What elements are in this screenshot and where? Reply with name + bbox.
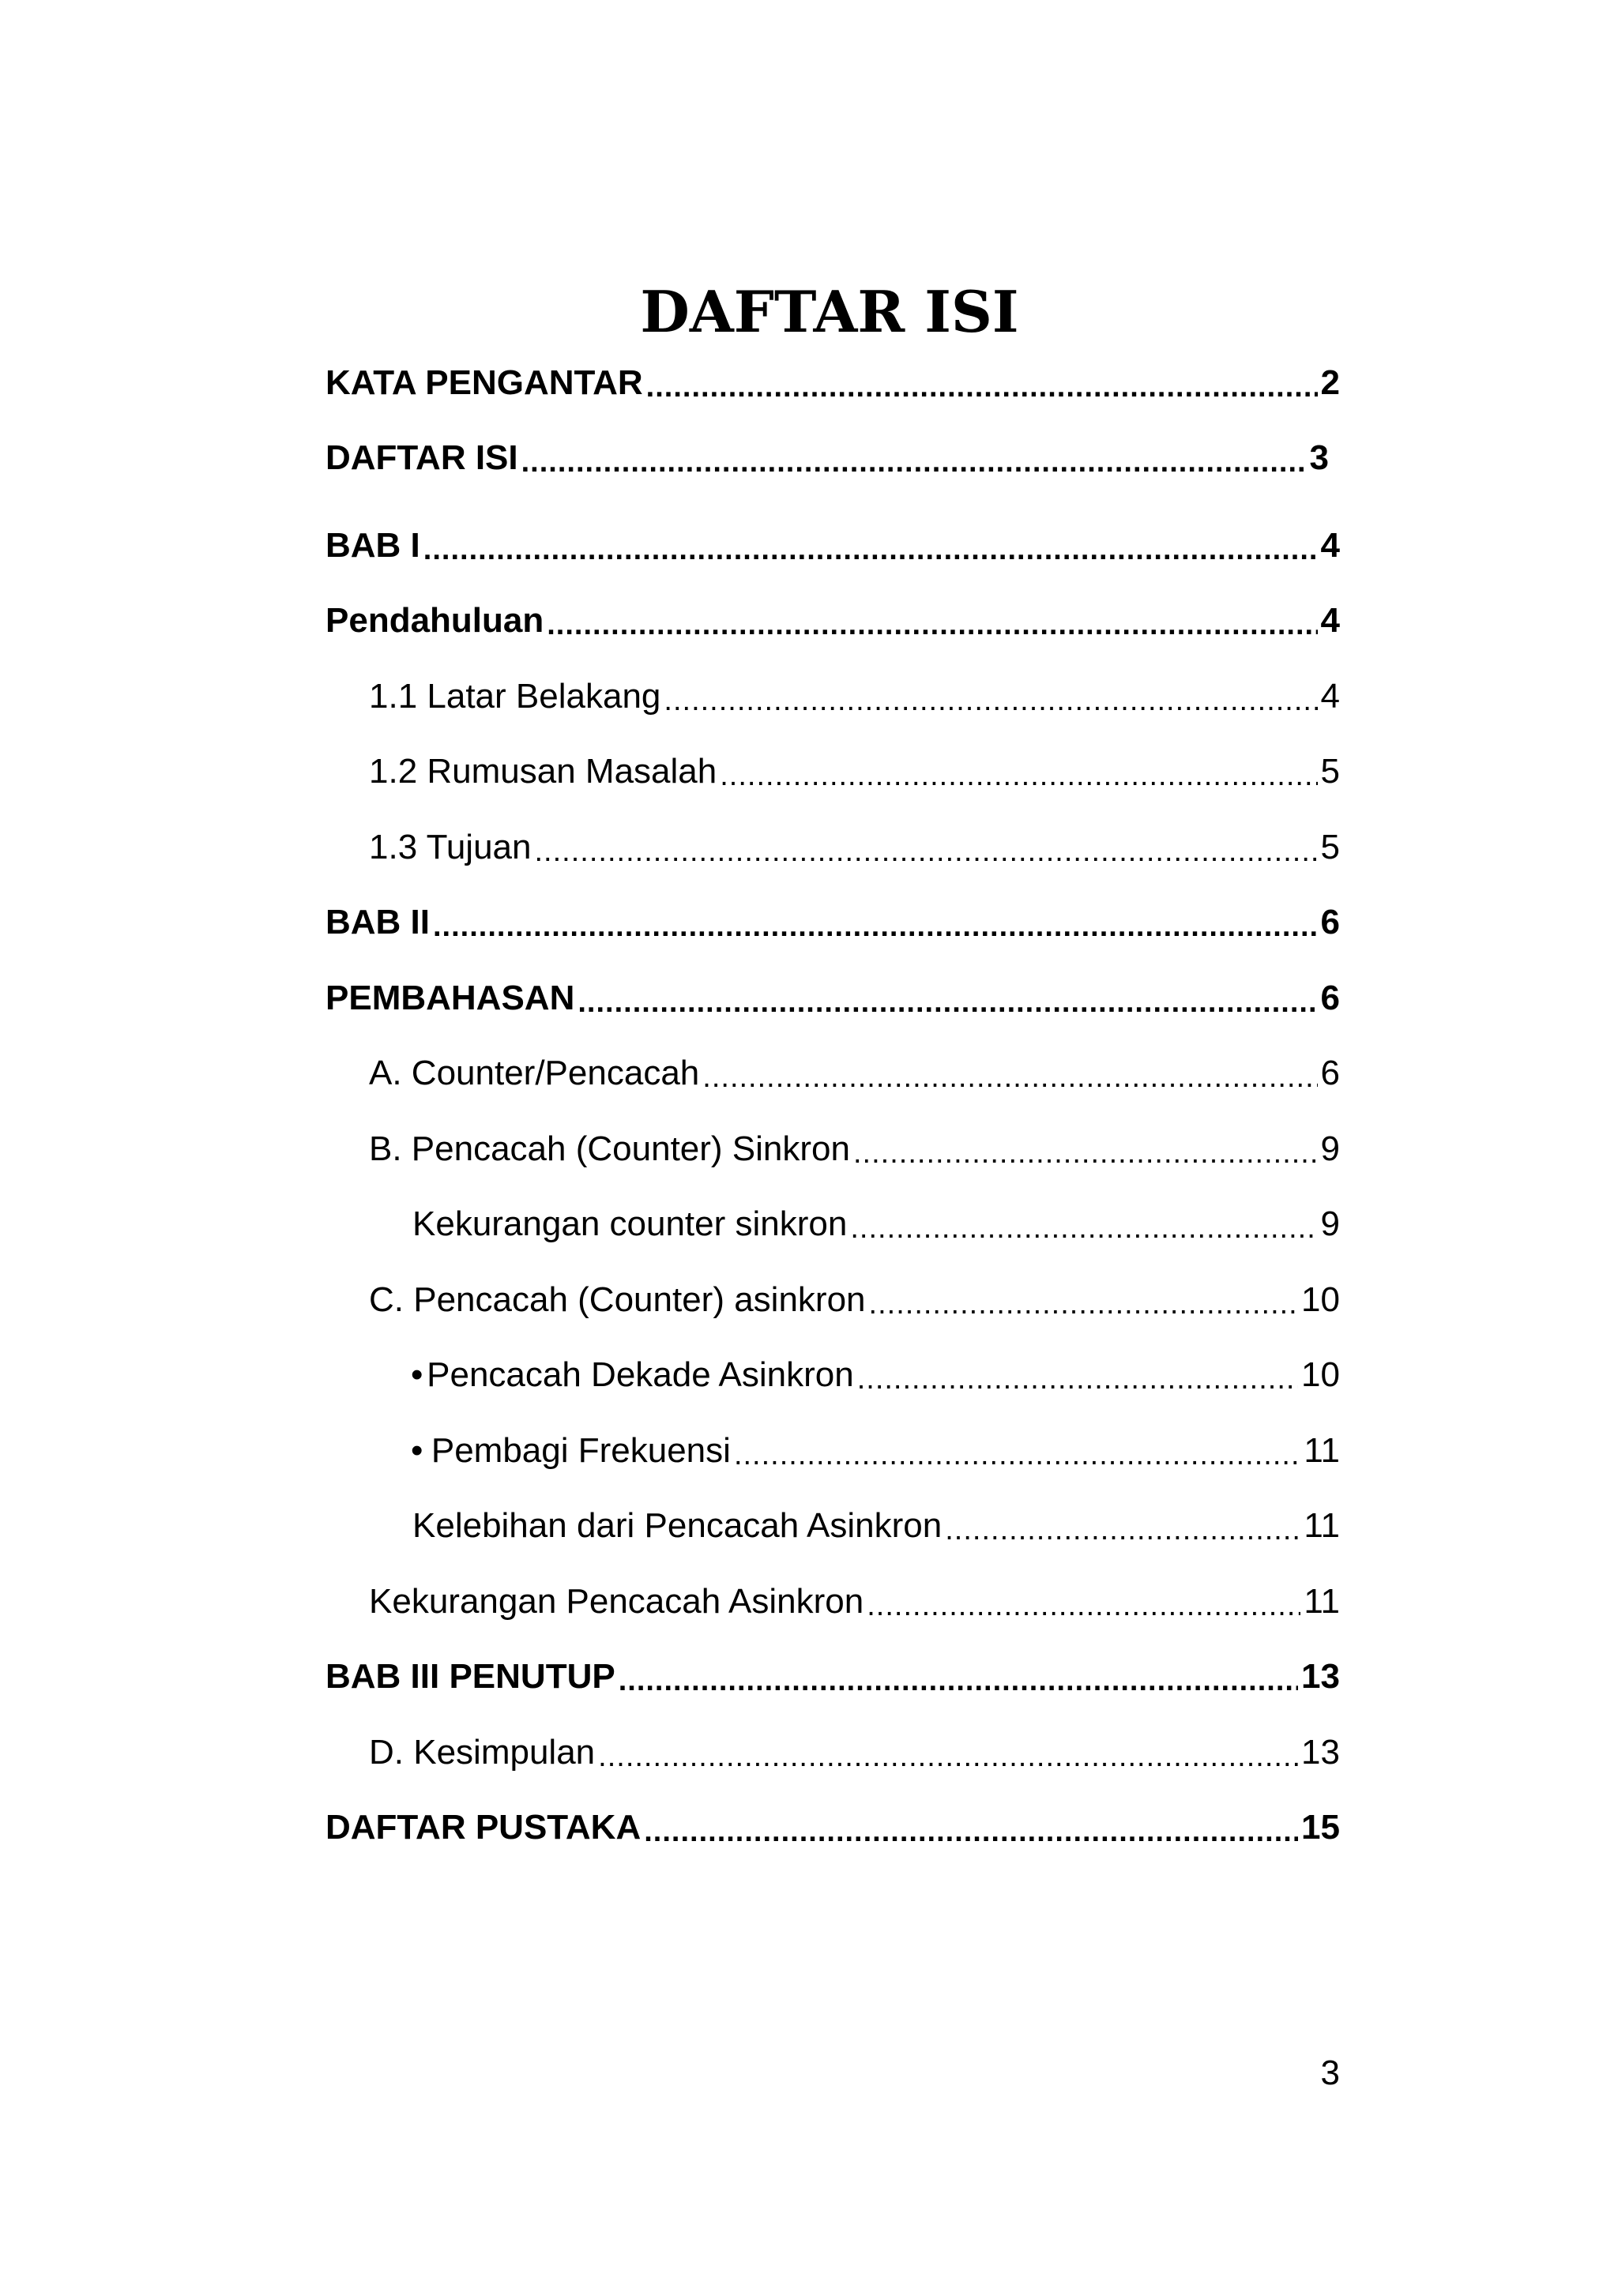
toc-entry-kata-pengantar[interactable] [325, 345, 1340, 421]
toc-entry-label: 1.3 Tujuan [369, 827, 532, 866]
toc-entry-label: 1.2 Rumusan Masalah [369, 752, 717, 791]
toc-entry-label: A. Counter/Pencacah [369, 1054, 700, 1093]
dot-leader [720, 761, 1317, 810]
toc-entry-label: Pencacah Dekade Asinkron [427, 1355, 854, 1395]
dot-leader [547, 610, 1317, 659]
toc-entry-page: 6 [1320, 978, 1340, 1017]
page-title: DAFTAR ISI [640, 278, 1019, 345]
dot-leader [702, 1062, 1317, 1111]
dot-leader [598, 1742, 1298, 1791]
toc-entry-label: D. Kesimpulan [369, 1732, 596, 1772]
toc-entry-label: DAFTAR ISI [325, 438, 518, 478]
toc-entry-page: 11 [1304, 1581, 1340, 1621]
toc-entry-latar-belakang[interactable] [325, 659, 1340, 735]
toc-entry-page: 6 [1320, 903, 1340, 942]
toc-entry-tujuan[interactable] [325, 810, 1340, 885]
toc-entry-page: 9 [1320, 1204, 1340, 1244]
dot-leader [850, 1213, 1317, 1262]
toc-entry-daftar-isi[interactable] [325, 421, 1329, 497]
toc-entry-label: PEMBAHASAN [325, 978, 575, 1017]
toc-entry-kelebihan-pencacah-asinkron[interactable] [325, 1489, 1340, 1565]
toc-entry-label: KATA PENGANTAR [325, 363, 643, 402]
toc-entry-pencacah-sinkron[interactable] [325, 1111, 1340, 1187]
dot-leader [867, 1591, 1300, 1640]
toc-entry-label: B. Pencacah (Counter) Sinkron [369, 1129, 850, 1168]
toc-entry-label: Kekurangan counter sinkron [412, 1204, 848, 1244]
toc-entry-label: 1.1 Latar Belakang [369, 676, 661, 716]
toc-entry-pendahuluan[interactable] [325, 584, 1340, 659]
bullet-icon: • [411, 1430, 423, 1470]
dot-leader [664, 686, 1317, 735]
toc-entry-kesimpulan[interactable] [325, 1715, 1340, 1791]
dot-leader [857, 1364, 1298, 1413]
dot-leader [521, 447, 1307, 496]
toc-entry-page: 5 [1320, 752, 1340, 791]
dot-leader [734, 1440, 1300, 1489]
toc-entry-rumusan-masalah[interactable] [325, 735, 1340, 810]
toc-entry-label: BAB III PENUTUP [325, 1657, 615, 1697]
toc-entry-page: 10 [1301, 1355, 1340, 1395]
toc-entry-bab-iii-penutup[interactable] [325, 1640, 1340, 1715]
toc-entry-daftar-pustaka[interactable] [325, 1791, 1340, 1866]
toc-entry-bab-ii[interactable] [325, 885, 1340, 961]
toc-entry-label: BAB I [325, 525, 420, 565]
toc-entry-page: 4 [1320, 525, 1340, 565]
toc-entry-page: 3 [1309, 438, 1329, 478]
dot-leader [945, 1515, 1300, 1564]
toc-entry-label: Kelebihan dari Pencacah Asinkron [412, 1506, 943, 1546]
toc-entry-kekurangan-pencacah-asinkron[interactable] [325, 1564, 1340, 1640]
toc-entry-label: Kekurangan Pencacah Asinkron [369, 1581, 864, 1621]
toc-entry-counter-pencacah[interactable] [325, 1036, 1340, 1112]
dot-leader [423, 535, 1318, 584]
toc-entry-bab-i[interactable] [325, 508, 1340, 584]
toc-entry-label: Pembagi Frekuensi [431, 1430, 731, 1470]
dot-leader [644, 1817, 1298, 1866]
page-number: 3 [1320, 2054, 1340, 2092]
toc-entry-pencacah-asinkron[interactable] [325, 1262, 1340, 1338]
toc-entry-page: 11 [1304, 1430, 1340, 1470]
toc-entry-page: 13 [1301, 1657, 1340, 1697]
toc-entry-label: BAB II [325, 903, 430, 942]
toc-entry-page: 9 [1320, 1129, 1340, 1168]
toc-entry-label: DAFTAR PUSTAKA [325, 1808, 642, 1847]
toc-entry-page: 10 [1301, 1280, 1340, 1319]
toc-entry-page: 13 [1301, 1732, 1340, 1772]
dot-leader [869, 1289, 1299, 1338]
toc-entry-page: 4 [1320, 601, 1340, 641]
toc-entry-page: 2 [1320, 363, 1340, 402]
toc-entry-pembagi-frekuensi[interactable] [325, 1413, 1340, 1489]
dot-leader [853, 1138, 1318, 1187]
dot-leader [535, 836, 1318, 885]
toc-entry-page: 6 [1320, 1054, 1340, 1093]
dot-leader [433, 911, 1318, 960]
dot-leader [619, 1666, 1298, 1715]
toc-entry-label: C. Pencacah (Counter) asinkron [369, 1280, 866, 1319]
table-of-contents [325, 345, 1340, 1866]
dot-leader [646, 372, 1318, 421]
dot-leader [578, 987, 1317, 1036]
toc-entry-pencacah-dekade-asinkron[interactable] [325, 1338, 1340, 1414]
toc-entry-page: 4 [1320, 676, 1340, 716]
toc-entry-label: Pendahuluan [325, 601, 544, 641]
bullet-icon: • [411, 1355, 423, 1395]
toc-entry-page: 15 [1301, 1808, 1340, 1847]
toc-entry-page: 11 [1304, 1506, 1340, 1546]
toc-entry-kekurangan-counter-sinkron[interactable] [325, 1187, 1340, 1263]
toc-entry-pembahasan[interactable] [325, 960, 1340, 1036]
toc-entry-page: 5 [1320, 827, 1340, 866]
